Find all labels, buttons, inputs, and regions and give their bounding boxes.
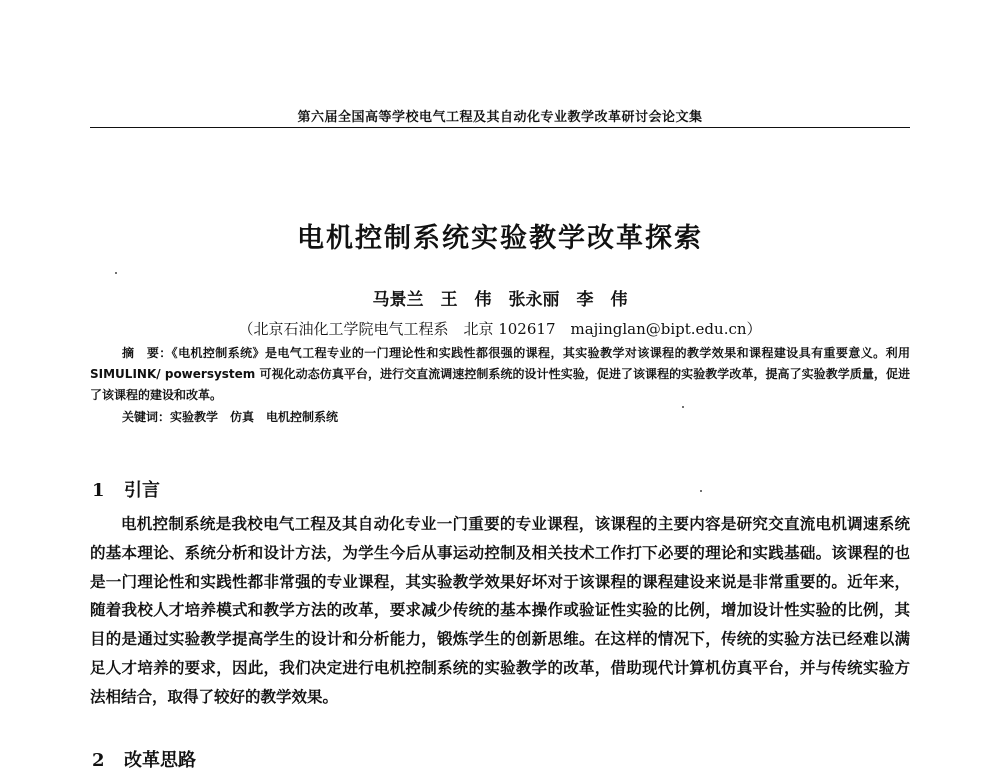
section-heading-introduction (92, 476, 160, 502)
keywords: 关键词：实验教学 仿真 电机控制系统 (122, 410, 339, 424)
section-number: 2 (92, 750, 105, 771)
running-header: 第六届全国高等学校电气工程及其自动化专业教学改革研讨会论文集 (297, 110, 703, 125)
scan-speck (682, 406, 684, 408)
section-title: 引言 (124, 480, 160, 501)
section-number: 1 (92, 480, 105, 501)
paper-title: 电机控制系统实验教学改革探索 (297, 223, 703, 254)
introduction-paragraph: 电机控制系统是我校电气工程及其自动化专业一门重要的专业课程，该课程的主要内容是研究交直流电机调速系统的基本理论、系统分析和设计方法，为学生今后从事运动控制及相关技术工作打下必要的理论和实践基础。该课程的也是一门理论性和实践性都非常强的专业课程，其实验教学效果好坏对于该课程的课程建设来说是非常重要的。近年来，随着我校人才培养模式和教学方法的改革，要求减少传统的基本操作或验证性实验的比例，增加设计性实验的比例，其目的是通过实验教学提高学生的设计和分析能力，锻炼学生的创新思维。在这样的情况下，传统的实验方法已经难以满足人才培养的要求，因此，我们决定进行电机控制系统的实验教学的改革，借助现代计算机仿真平台，并与传统实验方法相结合，取得了较好的教学效果。 (90, 515, 910, 706)
abstract: 摘 要：《电机控制系统》是电气工程专业的一门理论性和实践性都很强的课程，其实验教学对该课程的教学效果和课程建设具有重要意义。利用 SIMULINK/ powersystem 可视化动态仿真平台，进行交直流调速控制系统的设计性实验，促进了该课程的实验教学改革，提高了实验教学质量，促进了该课程的建设和改革。 (90, 346, 910, 402)
scan-speck (700, 490, 702, 492)
author-list: 马景兰 王 伟 张永丽 李 伟 (372, 290, 628, 310)
scan-speck (115, 272, 117, 274)
affiliation: （北京石油化工学院电气工程系 北京 102617 majinglan@bipt.edu.cn） (238, 320, 762, 338)
section-heading-reform (92, 746, 196, 772)
section-title: 改革思路 (124, 750, 196, 771)
header-rule (90, 127, 910, 128)
